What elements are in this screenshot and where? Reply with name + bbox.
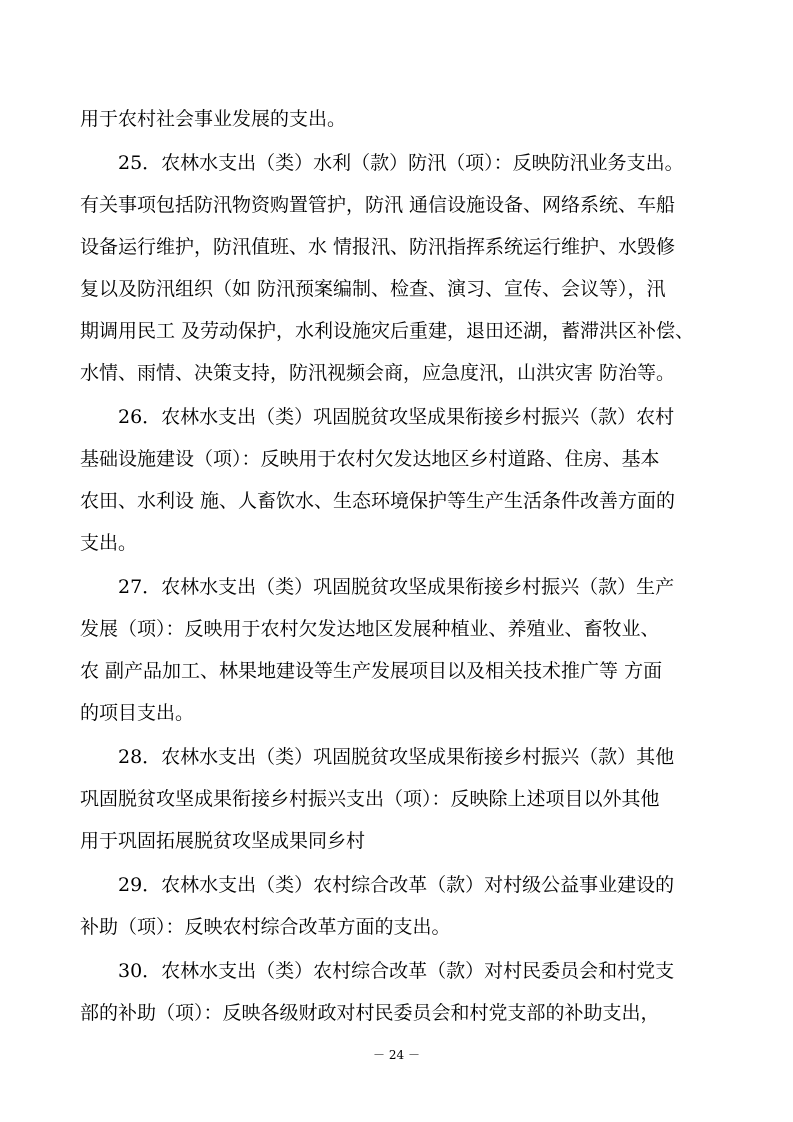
paragraph-28-first-line: 28．农林水支出（类）巩固脱贫攻坚成果衔接乡村振兴（款）其他 — [118, 746, 675, 768]
paragraph-27-first-line: 27．农林水支出（类）巩固脱贫攻坚成果衔接乡村振兴（款）生产 — [118, 576, 675, 598]
text-line: 期调用民工 及劳动保护，水利设施灾后重建，退田还湖，蓄滞洪区补偿、 — [80, 320, 695, 342]
paragraph-30-first-line: 30．农林水支出（类）农村综合改革（款）对村民委员会和村党支 — [118, 960, 675, 982]
text-line: 巩固脱贫攻坚成果衔接乡村振兴支出（项）：反映除上述项目以外其他 — [80, 788, 660, 810]
paragraph-29-first-line: 29．农林水支出（类）农村综合改革（款）对村级公益事业建设的 — [118, 874, 675, 896]
text-line: 支出。 — [80, 532, 138, 554]
text-line: 有关事项包括防汛物资购置管护，防汛 通信设施设备、网络系统、车船 — [80, 194, 676, 216]
paragraph-25-first-line: 25．农林水支出（类）水利（款）防汛（项）：反映防汛业务支出。 — [118, 152, 684, 174]
text-line: 复以及防汛组织（如 防汛预案编制、检查、演习、宣传、会议等），汛 — [80, 278, 666, 300]
text-line: 发展（项）：反映用于农村欠发达地区发展种植业、养殖业、畜牧业、 — [80, 618, 660, 640]
text-line: 水情、雨情、决策支持，防汛视频会商，应急度汛，山洪灾害 防治等。 — [80, 362, 676, 384]
text-line: 部的补助（项）：反映各级财政对村民委员会和村党支部的补助支出， — [80, 1002, 660, 1024]
text-line: 补助（项）：反映农村综合改革方面的支出。 — [80, 916, 451, 938]
text-line: 用于巩固拓展脱贫攻坚成果同乡村 — [80, 830, 366, 852]
page-number: － 24 － — [373, 1048, 420, 1062]
text-line: 设备运行维护，防汛值班、水 情报汛、防汛指挥系统运行维护、水毁修 — [80, 236, 676, 258]
paragraph-26-first-line: 26．农林水支出（类）巩固脱贫攻坚成果衔接乡村振兴（款）农村 — [118, 406, 675, 428]
text-line: 基础设施建设（项）：反映用于农村欠发达地区乡村道路、住房、基本 — [80, 448, 660, 470]
text-line: 的项目支出。 — [80, 702, 195, 724]
text-line: 农 副产品加工、林果地建设等生产发展项目以及相关技术推广等 方面 — [80, 660, 663, 682]
text-line: 农田、水利设 施、人畜饮水、生态环境保护等生产生活条件改善方面的 — [80, 490, 676, 512]
text-line: 用于农村社会事业发展的支出。 — [80, 108, 347, 130]
